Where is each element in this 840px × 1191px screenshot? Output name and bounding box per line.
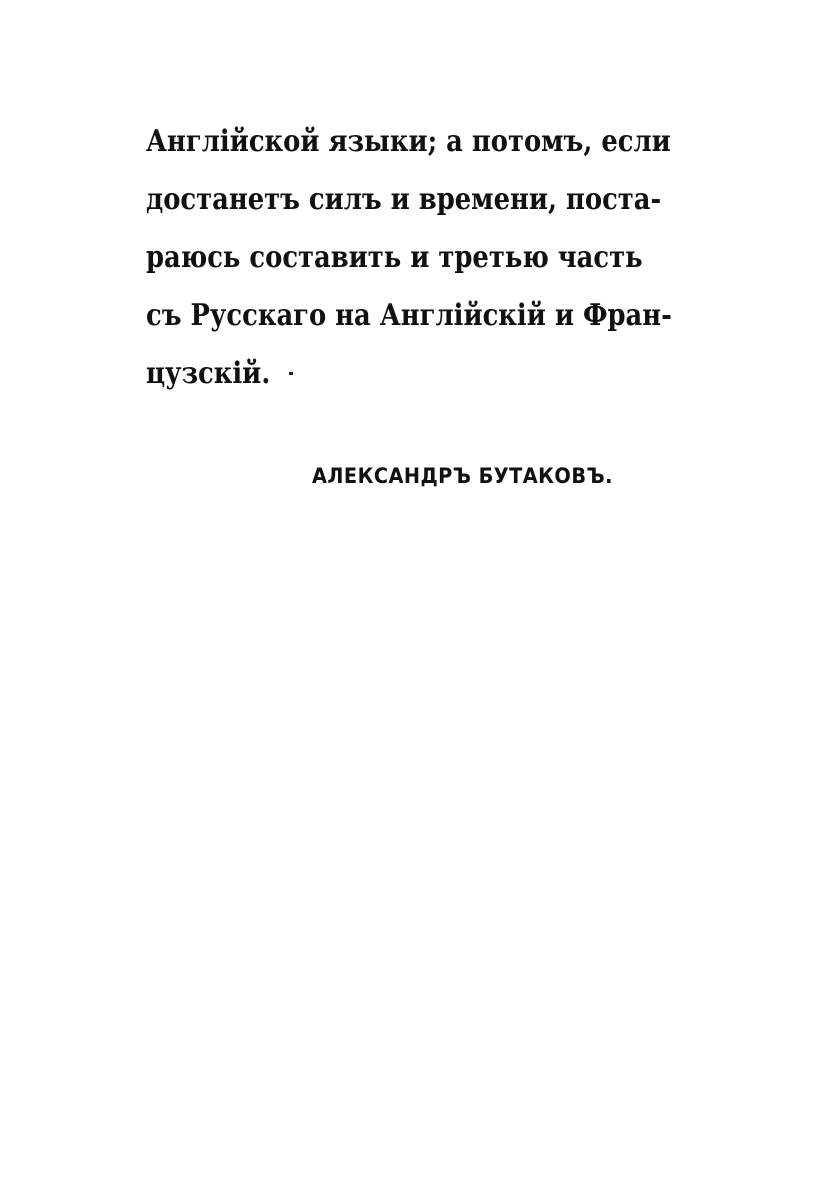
author-signature: АЛЕКСАНДРЪ БУТАКОВЪ.: [312, 464, 613, 488]
text-line-1: Англійской языки; а потомъ, если: [146, 124, 671, 159]
body-paragraph: [146, 118, 672, 408]
ink-speck: [289, 372, 293, 375]
text-line-3: раюсь составить и третью часть: [146, 240, 643, 275]
text-line-4: съ Русскаго на Англійскій и Фран-: [146, 298, 672, 333]
text-line-5: цузскій.: [146, 356, 271, 391]
text-line-2: достанетъ силъ и времени, поста-: [146, 182, 662, 217]
